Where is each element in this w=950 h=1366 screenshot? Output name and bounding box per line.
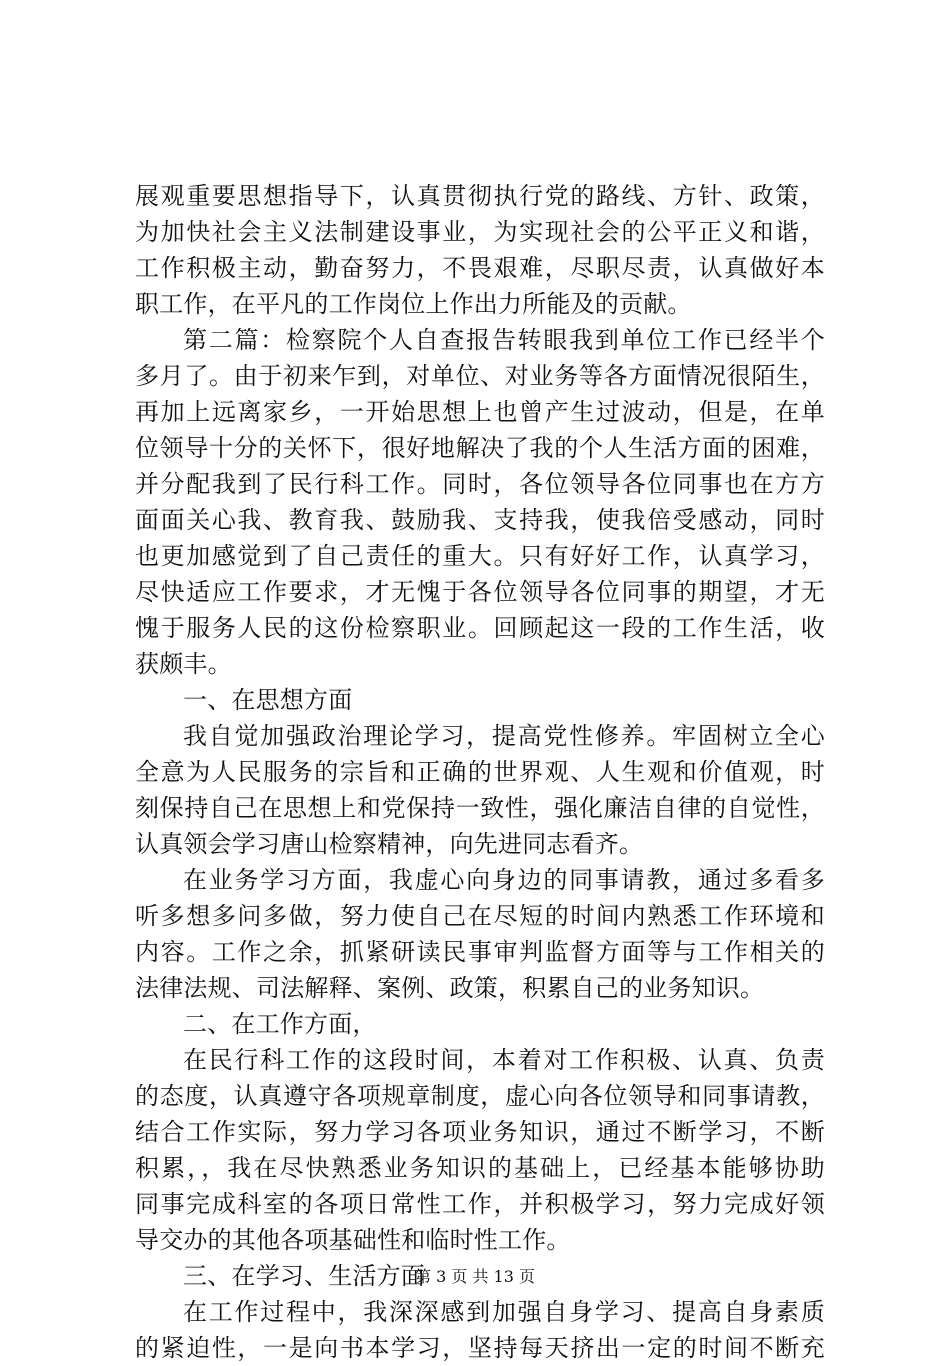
text-line: 刻保持自己在思想上和党保持一致性，强化廉洁自律的自觉性， [135, 794, 825, 822]
text-line: 并分配我到了民行科工作。同时，各位领导各位同事也在方方 [135, 470, 825, 498]
text-line: 的紧迫性，一是向书本学习，坚持每天挤出一定的时间不断充 [135, 1334, 825, 1362]
text-line: 为加快社会主义法制建设事业，为实现社会的公平正义和谐， [135, 218, 825, 246]
text-line: 获颇丰。 [135, 650, 232, 678]
text-line: 听多想多问多做，努力使自己在尽短的时间内熟悉工作环境和 [135, 902, 825, 930]
text-line: 在业务学习方面，我虚心向身边的同事请教，通过多看多 [183, 866, 825, 894]
section-heading-line: 第二篇：检察院个人自查报告转眼我到单位工作已经半个 [183, 326, 825, 354]
page-number-footer: 第 3 页 共 13 页 [415, 1267, 535, 1286]
text-line: 在工作过程中，我深深感到加强自身学习、提高自身素质 [183, 1298, 825, 1326]
text-line: 的态度，认真遵守各项规章制度，虚心向各位领导和同事请教， [135, 1082, 825, 1110]
text-line: 我自觉加强政治理论学习，提高党性修养。牢固树立全心 [183, 722, 825, 750]
text-line: 内容。工作之余，抓紧研读民事审判监督方面等与工作相关的 [135, 938, 825, 966]
text-line: 也更加感觉到了自己责任的重大。只有好好工作，认真学习， [135, 542, 825, 570]
document-body [135, 178, 825, 1366]
section-heading: 一、在思想方面 [183, 686, 353, 714]
text-line: 导交办的其他各项基础性和临时性工作。 [135, 1226, 571, 1254]
text-line: 同事完成科室的各项日常性工作，并积极学习，努力完成好领 [135, 1190, 825, 1218]
text-line: 结合工作实际，努力学习各项业务知识，通过不断学习，不断 [135, 1118, 825, 1146]
text-line: 尽快适应工作要求，才无愧于各位领导各位同事的期望，才无 [135, 578, 825, 606]
text-line: 法律法规、司法解释、案例、政策，积累自己的业务知识。 [135, 974, 765, 1002]
text-line: 全意为人民服务的宗旨和正确的世界观、人生观和价值观，时 [135, 758, 825, 786]
text-line: 工作积极主动，勤奋努力，不畏艰难，尽职尽责，认真做好本 [135, 254, 825, 282]
text-line: 认真领会学习唐山检察精神，向先进同志看齐。 [135, 830, 644, 858]
text-line: 再加上远离家乡，一开始思想上也曾产生过波动，但是，在单 [135, 398, 825, 426]
text-line: 职工作，在平凡的工作岗位上作出力所能及的贡献。 [135, 290, 692, 318]
text-line: 位领导十分的关怀下，很好地解决了我的个人生活方面的困难， [135, 434, 825, 462]
section-heading: 三、在学习、生活方面 [183, 1262, 425, 1290]
text-line: 多月了。由于初来乍到，对单位、对业务等各方面情况很陌生， [135, 362, 825, 390]
section-heading: 二、在工作方面， [183, 1010, 377, 1038]
text-line: 面面关心我、教育我、鼓励我、支持我，使我倍受感动，同时 [135, 506, 825, 534]
text-line: 积累，，我在尽快熟悉业务知识的基础上，已经基本能够协助 [135, 1154, 825, 1182]
text-line: 愧于服务人民的这份检察职业。回顾起这一段的工作生活，收 [135, 614, 825, 642]
text-line: 展观重要思想指导下，认真贯彻执行党的路线、方针、政策， [135, 182, 825, 210]
text-line: 在民行科工作的这段时间，本着对工作积极、认真、负责 [183, 1046, 825, 1074]
